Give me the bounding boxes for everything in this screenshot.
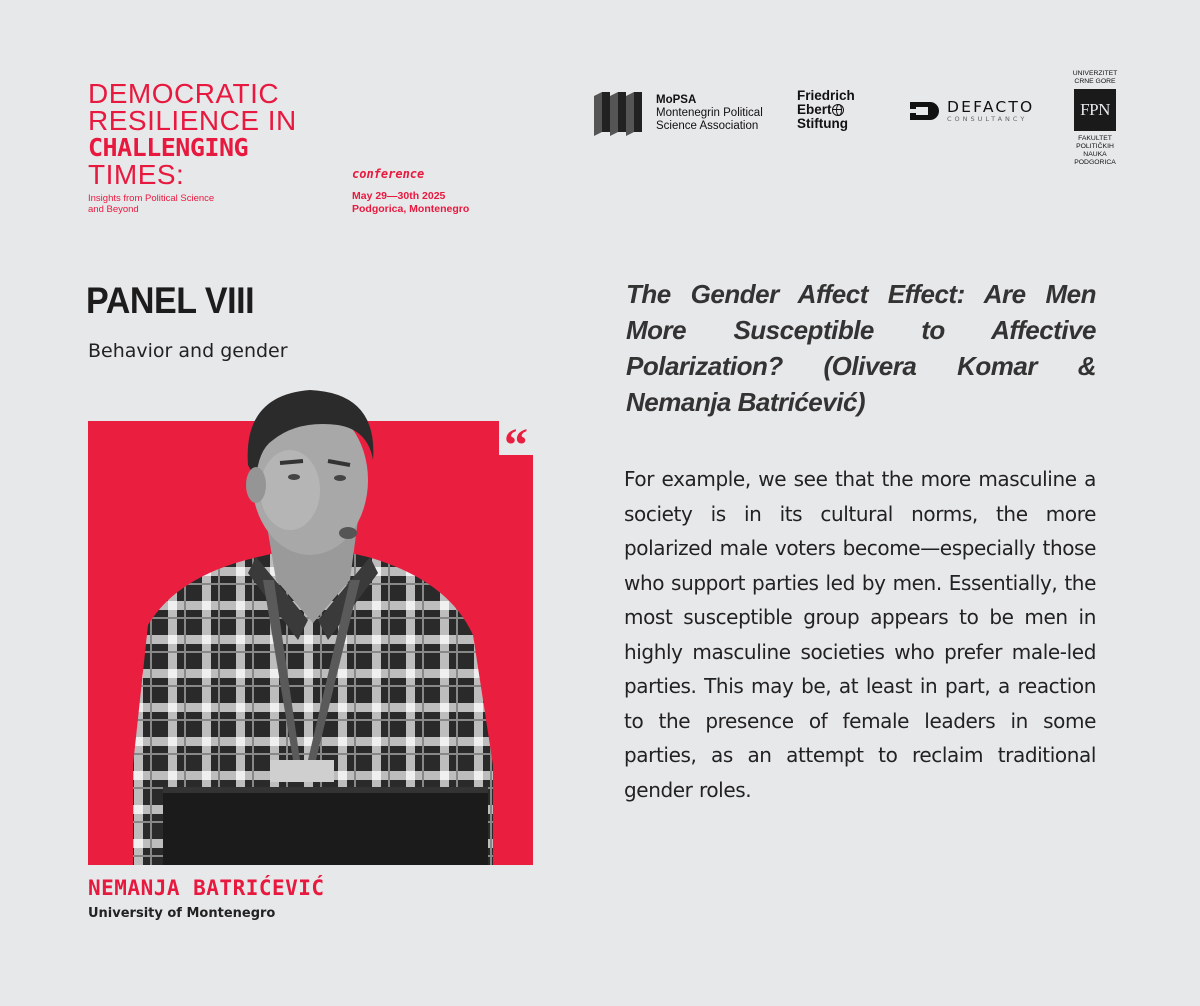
talk-quote: For example, we see that the more masculine a society is in its cultural norms, the more polarized male voters become—especially those who support parties led by men. Essentially, the most susceptible group appears to be men in highly masculine societies who prefer male-led parties. This may be, at least in part, a reaction to the presence of female leaders in some parties, as an attempt to reclaim traditional gender roles. [624, 467, 1096, 802]
mopsa-line: Montenegrin Political [656, 106, 763, 119]
conference-subtitle [88, 193, 214, 215]
conference-title [88, 80, 297, 188]
mopsa-name: MoPSA [656, 93, 697, 106]
conference-title-line: TIMES: [88, 159, 185, 190]
panel-subtitle: Behavior and gender [88, 340, 288, 362]
fpn-top-line: CRNE GORE [1074, 78, 1116, 85]
fes-line-wrap [797, 103, 855, 117]
conference-date-range: May 29—30th 2025 [352, 190, 446, 202]
panel-title: PANEL VIII [86, 280, 255, 321]
conference-title-line: CHALLENGING [88, 133, 249, 162]
fpn-top-line: UNIVERZITET [1072, 70, 1118, 77]
quote-mark-icon: “ [504, 419, 528, 472]
defacto-logo [908, 98, 1034, 124]
conference-location: Podgorica, Montenegro [352, 203, 470, 215]
defacto-sub: CONSULTANCY [947, 115, 1028, 123]
mopsa-mark-icon [592, 88, 652, 138]
conference-dates [352, 190, 469, 216]
talk-title [626, 276, 1096, 420]
conference-title-line: RESILIENCE IN [88, 105, 297, 136]
talk-title-main: The Gender Affect Effect: Are Men More Susceptible to Affective Polarization? (Olivera Komar & [626, 279, 1096, 381]
fpn-bottom-line: POLITIČKIH [1076, 143, 1114, 150]
globe-icon [832, 104, 844, 116]
fpn-bottom-line: NAUKA [1083, 151, 1107, 158]
mopsa-text [656, 94, 763, 133]
fes-line: Friedrich [797, 88, 855, 103]
fpn-mark: FPN [1074, 89, 1116, 131]
defacto-mark-icon [908, 98, 942, 124]
fpn-logo [1070, 70, 1120, 167]
conference-subtitle-line: and Beyond [88, 204, 139, 215]
fes-logo [797, 89, 855, 131]
speaker-affiliation: University of Montenegro [88, 906, 276, 921]
fpn-bottom-line: FAKULTET [1078, 135, 1112, 142]
conference-title-line: DEMOCRATIC [88, 78, 280, 109]
talk-title-last: Nemanja Batrićević) [626, 387, 866, 417]
mopsa-logo [592, 88, 763, 138]
conference-label: conference [352, 167, 425, 181]
mopsa-line: Science Association [656, 119, 759, 132]
fes-line: Stiftung [797, 116, 848, 131]
speaker-name: NEMANJA BATRIĆEVIĆ [88, 876, 325, 900]
defacto-text [947, 99, 1034, 123]
conference-subtitle-line: Insights from Political Science [88, 193, 215, 204]
quote-mark-box [499, 419, 533, 472]
defacto-name: DEFACTO [947, 98, 1035, 116]
fpn-bottom-line: PODGORICA [1074, 159, 1116, 166]
fes-line: Ebert [797, 102, 832, 117]
speaker-photo [88, 385, 533, 865]
